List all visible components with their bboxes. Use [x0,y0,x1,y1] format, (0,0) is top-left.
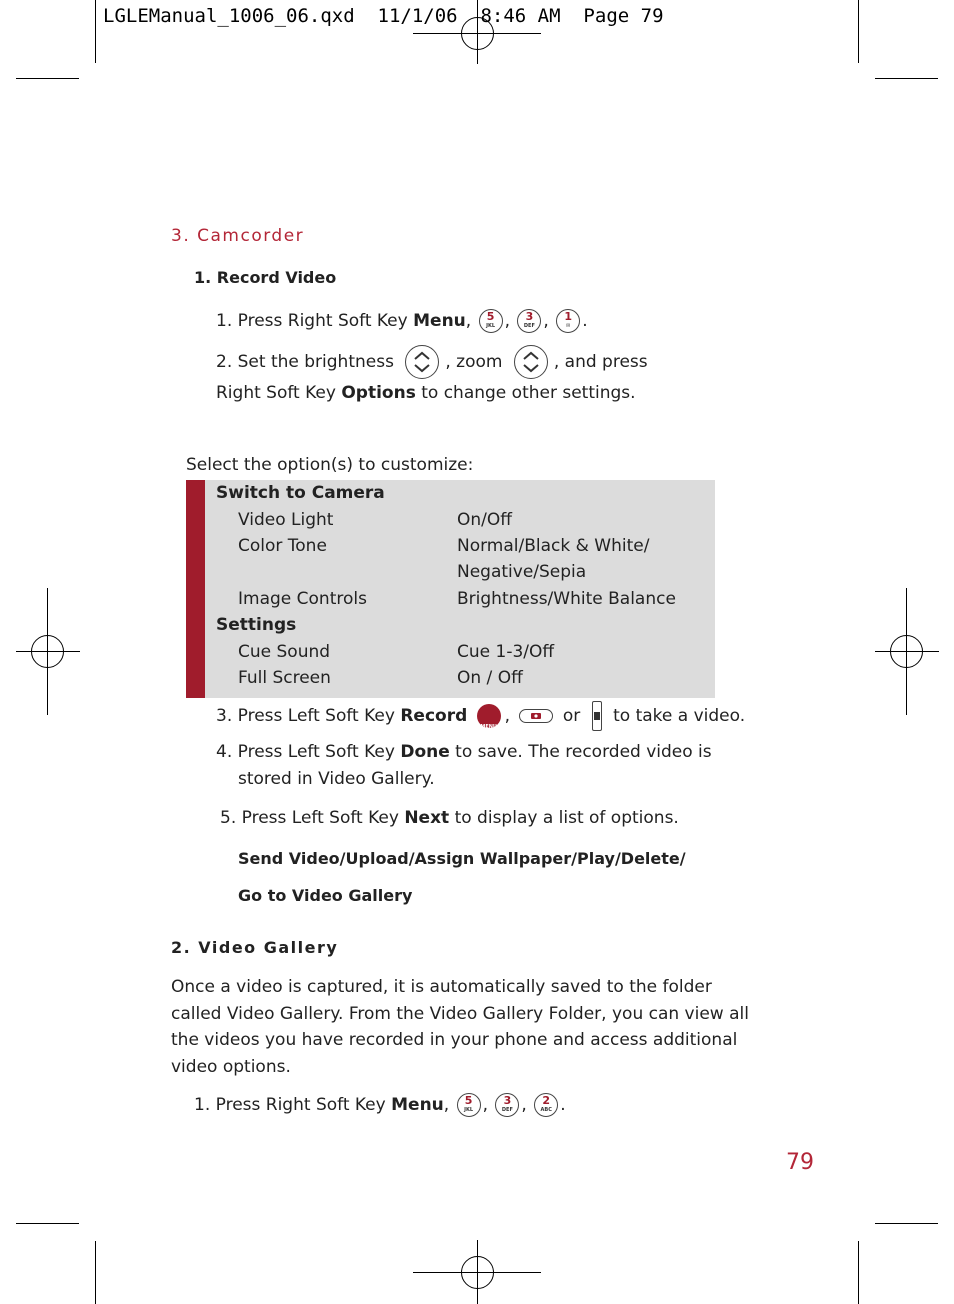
table-row-value: Cue 1-3/Off [457,642,555,662]
table-row-name: Image Controls [238,589,367,609]
step-2 [216,340,648,384]
step-text: , and press [553,352,648,372]
header-slug: LGLEManual_1006_06.qxd 11/1/06 8:46 AM Page 79 [103,5,664,27]
subsection-title: 1. Record Video [194,268,337,287]
key-3-icon: 3 DEF [495,1093,519,1117]
step-text: 4. Press Left Soft Key [216,742,401,762]
step-text: , [443,1095,450,1115]
step-text: Right Soft Key [216,383,342,403]
table-row-value: On / Off [457,668,523,688]
key-5-icon: 5 JKL [479,309,503,333]
step-text: to take a video. [613,706,746,726]
camera-key-icon [519,709,553,723]
crop-mark [875,78,938,79]
step-text: , [465,311,472,331]
step-text: . [560,1095,566,1115]
table-row-value: Normal/Black & White/ [457,536,650,556]
bold-key-label: Menu [391,1095,444,1115]
options-list: Go to Video Gallery [238,886,413,905]
table-row-value: Brightness/White Balance [457,589,676,609]
step-text: to change other settings. [415,383,636,403]
registration-circle [461,1256,494,1289]
options-table-accent-bar [186,480,205,698]
step-text: to display a list of options. [449,808,679,828]
bold-key-label: Record [400,706,468,726]
bold-key-label: Menu [413,311,466,331]
key-5-icon: 5 JKL [457,1093,481,1117]
page-number: 79 [786,1150,814,1175]
step-text: or [562,706,581,726]
nav-updown-icon [405,345,439,379]
table-row-value: On/Off [457,510,512,530]
crop-mark [95,1241,96,1304]
crop-mark [95,0,96,63]
key-2-icon: 2 ABC [534,1093,558,1117]
step-4-line2: stored in Video Gallery. [238,769,435,789]
table-group-title: Settings [216,615,297,635]
step-text: 1. Press Right Soft Key [194,1095,392,1115]
table-row-name: Full Screen [238,668,331,688]
options-list: Send Video/Upload/Assign Wallpaper/Play/Delete/ [238,849,686,868]
bold-key-label: Done [400,742,450,762]
table-row-name: Color Tone [238,536,327,556]
step-1: 1. Press Right Soft Key Menu, 5 JKL , 3 DEF , 2 ABC . [194,1094,566,1115]
key-1-icon: 1 ✉ [556,309,580,333]
crop-mark [858,1241,859,1304]
step-text: 2. Set the brightness [216,352,394,372]
bold-key-label: Options [341,383,416,403]
step-text: . [582,311,588,331]
side-camera-key-icon [592,701,602,731]
registration-circle [890,635,923,668]
step-5 [220,808,679,828]
crop-mark [875,1223,938,1224]
body-paragraph: Once a video is captured, it is automatically saved to the folder called Video Gallery. From the Video Gallery Folder, you can view all the videos you have recorded in your phone and access additional video options. [171,977,749,1077]
crop-mark [858,0,859,63]
step-1: 1. Press Right Soft Key Menu, 5 JKL , 3 DEF , 1 ✉ . [216,310,588,331]
registration-circle [31,635,64,668]
step-text: , zoom [445,352,503,372]
step-text: 3. Press Left Soft Key [216,706,401,726]
step-text: 5. Press Left Soft Key [220,808,405,828]
key-3-icon: 3 DEF [517,309,541,333]
step-4 [216,742,712,762]
step-3: 3. Press Left Soft Key Record MENU OK , or to take a video. [216,700,745,732]
step-text: 1. Press Right Soft Key [216,311,414,331]
step-text: to save. The recorded video is [449,742,712,762]
nav-updown-icon [514,345,548,379]
section-title: 3. Camcorder [171,226,305,246]
subsection-title: 2. Video Gallery [171,938,339,957]
step-2-line2 [216,383,636,403]
crop-mark [16,1223,79,1224]
table-row-name: Video Light [238,510,334,530]
menu-ok-key-icon: MENU OK [477,704,501,728]
table-row-name: Cue Sound [238,642,331,662]
select-label: Select the option(s) to customize: [186,455,474,475]
crop-mark [16,78,79,79]
bold-key-label: Next [404,808,450,828]
table-row-value: Negative/Sepia [457,562,587,582]
table-group-title: Switch to Camera [216,483,385,503]
